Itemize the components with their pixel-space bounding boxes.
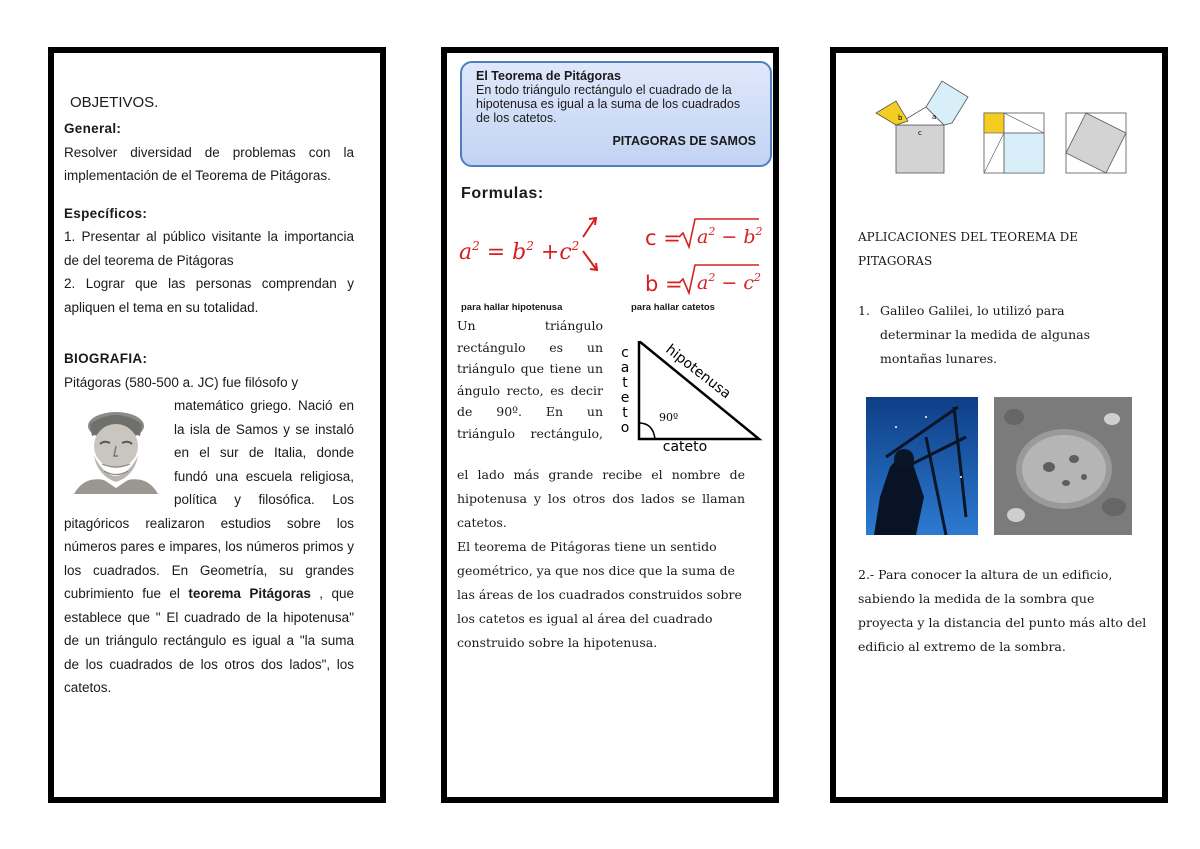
bio-text-2: , que establece que " El cuadrado de la hipotenusa" de un triángulo rectángulo es igual a "la suma de los cuadrados de los otros dos lados", los catetos. [64,586,354,695]
item1-text: Galileo Galilei, lo utilizó para determinar la medida de algunas montañas lunares. [880,303,1090,366]
formula-cateto-b: b = [645,272,683,296]
formulas-heading: Formulas: [461,185,544,202]
formula-hipotenusa: $a^2 = b^2 +c^2$ [459,239,580,265]
aplicacion-item-2: 2.- Para conocer la altura de un edificio, sabiendo la medida de la sombra que proyecta y la distancia del punto más alto del edificio al extremo de la sombra. [858,567,1147,654]
right-triangle-diagram [617,341,767,451]
formulas-figure [457,211,767,301]
proof-figure-3 [1066,113,1126,173]
triangle-cateto-vertical-label: c a t e t o [620,345,630,436]
biografia-heading: BIOGRAFIA: [64,351,148,366]
pythagoras-bust-image [64,396,168,494]
bio-wrap-text: matemático griego. Nació en la isla de Samos y se instaló en el sur de Italia, donde fundó una escuela [174,398,354,484]
geo-label-c: c [918,129,922,137]
geometric-sense-paragraph: El teorema de Pitágoras tiene un sentido geométrico, ya que nos dice que la suma de las áreas de los cuadrados construidos sobre los catetos es igual al área del cuadrado construido sobre la hipotenusa. [457,539,742,650]
theorem-box-text: En todo triángulo rectángulo el cuadrado de la hipotenusa es igual a la suma de los cuadrados de los catetos. [476,83,741,125]
especificos-item-1: 1. Presentar al público visitante la importancia de del teorema de Pitágoras [64,229,354,268]
item1-number: 1. [858,303,870,318]
triangle-hipotenusa-label: hipotenusa [662,341,734,403]
bio-bold-theorem: teorema Pitágoras [188,586,311,601]
hipotenusa-paragraph: el lado más grande recibe el nombre de hipotenusa y los otros dos lados se llaman catetos. [457,467,745,530]
svg-text:a2 − b2: $a^2 - b^2$ [697,225,763,248]
bio-body [64,394,354,700]
arrows-icon [583,218,597,270]
svg-text:a2 − c2: $a^2 - c^2$ [697,271,761,294]
triangle-definition-text: Un triángulo rectángulo es un triángulo que tiene un ángulo recto, es decir de 90º. En un triángulo rectángulo, [457,318,603,441]
proof-figure-2 [984,113,1044,173]
geo-label-a: a [932,113,937,121]
proof-figure-1 [876,81,968,173]
theorem-box-signature: PITAGORAS DE SAMOS [612,134,756,148]
panel1-content [64,93,354,700]
panel-objetivos [48,47,386,803]
theorem-box-title: El Teorema de Pitágoras [476,69,621,83]
lunar-surface-image [994,397,1132,535]
geo-label-b: b [898,114,903,122]
bio-intro: Pitágoras (580-500 a. JC) fue filósofo y [64,374,299,390]
geometric-proof-diagrams [866,73,1156,178]
aplicaciones-heading: APLICACIONES DEL TEOREMA DE PITAGORAS [858,230,1079,268]
triangle-angle-label: 90º [659,411,679,424]
objetivos-heading: OBJETIVOS. [70,94,159,111]
bio-text-1: religiosa, política y filosófica. Los pitagóricos realizaron estudios sobre los números pares e impares, los números primos y los cuadrados. En Geometría, su grandes cubrimiento fue el [64,468,354,601]
caption-catetos: para hallar catetos [631,302,715,313]
panel-aplicaciones [830,47,1168,803]
general-heading: General: [64,121,122,136]
triangle-continuation [457,463,745,655]
panel-teorema [441,47,779,803]
especificos-heading: Específicos: [64,205,148,221]
aplicacion-item-1 [858,299,1148,371]
galileo-telescope-image [866,397,978,535]
formula-cateto-c: c = [645,226,681,250]
general-text: Resolver diversidad de problemas con la implementación de el Teorema de Pitágoras. [64,144,354,183]
theorem-callout-box [460,61,772,167]
triangle-cateto-horizontal-label: cateto [662,439,708,451]
especificos-item-2: 2. Lograr que las personas comprendan y apliquen el tema en su totalidad. [64,276,354,315]
caption-hipotenusa: para hallar hipotenusa [461,302,563,313]
